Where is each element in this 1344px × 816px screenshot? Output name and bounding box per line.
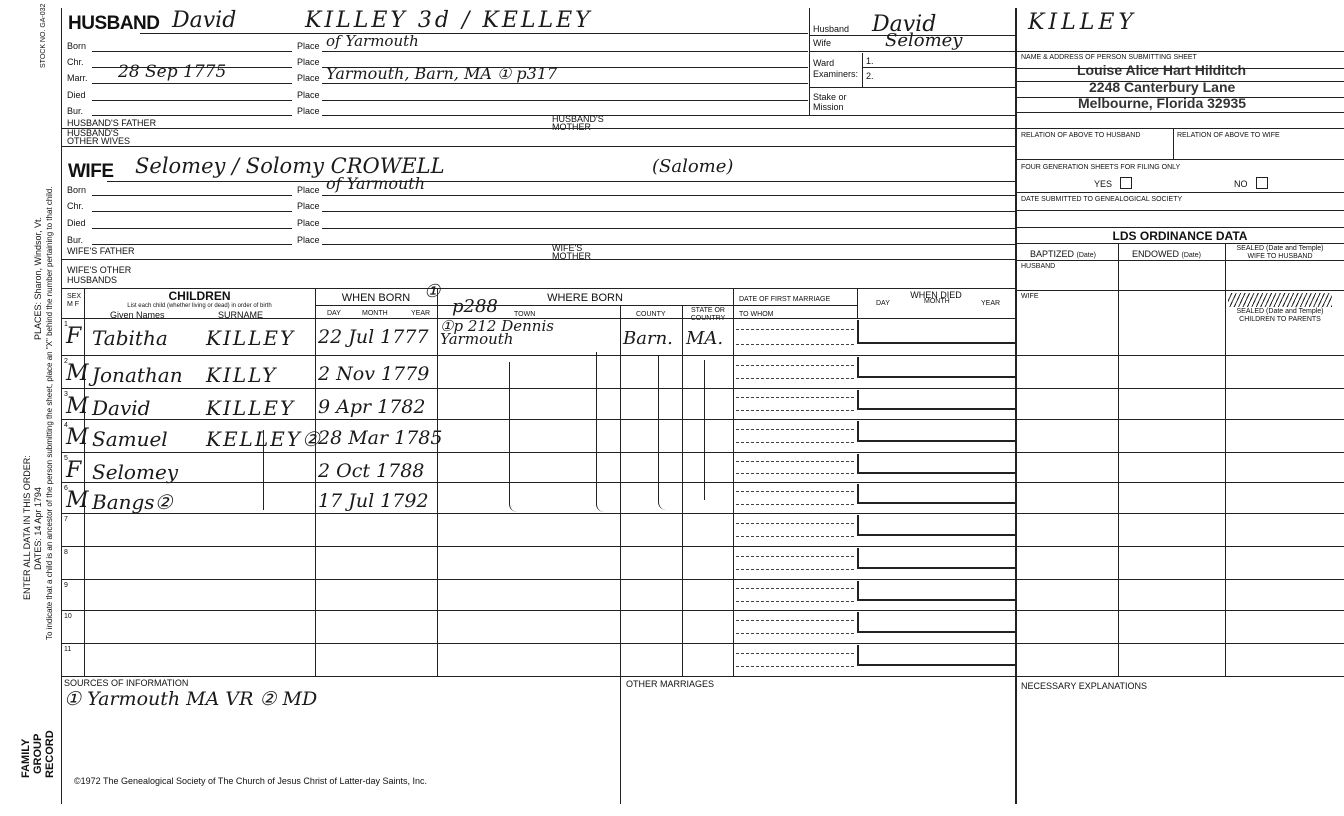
lds-title: LDS ORDINANCE DATA <box>1112 229 1248 243</box>
ref-husband-surname[interactable]: KILLEY <box>1028 10 1137 35</box>
stock-number: STOCK NO. GA-032 <box>40 3 47 68</box>
died-line <box>857 502 1015 504</box>
husband-label: HUSBAND <box>68 13 160 34</box>
marriage-date-line <box>736 620 854 621</box>
child-row-line <box>62 452 1015 453</box>
died-line <box>857 440 1015 442</box>
child-sex[interactable]: M <box>66 425 89 450</box>
marriage-date-line <box>736 491 854 492</box>
husband-marr-place[interactable]: Yarmouth, Barn, MA ① p317 <box>326 64 558 83</box>
child-given-name[interactable]: Jonathan <box>92 363 183 387</box>
died-bracket <box>857 645 859 665</box>
child-given-name[interactable]: Selomey <box>92 460 179 484</box>
form-title-group: GROUP <box>32 733 44 774</box>
child-row-line <box>62 579 1015 580</box>
col-children-label: CHILDREN <box>168 289 231 303</box>
four-gen-no-label: NO <box>1234 179 1248 189</box>
died-line <box>857 567 1015 569</box>
col-month-label: MONTH <box>362 310 388 317</box>
form-title-record: RECORD <box>44 730 56 778</box>
died-bracket <box>857 320 859 342</box>
child-born-date[interactable]: 9 Apr 1782 <box>318 396 426 418</box>
died-bracket <box>857 548 859 568</box>
wife-mother-label: WIFE'S MOTHER <box>552 243 591 261</box>
ward-examiners-label: Ward Examiners: <box>813 58 859 79</box>
lds-row-line <box>1016 482 1344 483</box>
copyright-notice: ©1972 The Genealogical Society of The Church of Jesus Christ of Latter-day Saints, Inc. <box>74 776 427 786</box>
husband-mother-label: HUSBAND'S MOTHER <box>552 114 604 132</box>
marriage-to-whom-line <box>736 378 854 379</box>
other-marriages-label: OTHER MARRIAGES <box>626 679 715 689</box>
col-state-label: STATE OR COUNTRY <box>690 307 726 322</box>
died-line <box>857 599 1015 601</box>
died-bracket <box>857 484 859 503</box>
lds-row-line <box>1016 388 1344 389</box>
lds-sealed-children-label: SEALED (Date and Temple) CHILDREN TO PARENTS <box>1236 308 1324 323</box>
child-surname[interactable]: KILLY <box>206 363 278 387</box>
child-sex[interactable]: F <box>66 324 82 349</box>
child-row-line <box>62 610 1015 611</box>
child-born-date[interactable]: 17 Jul 1792 <box>318 490 429 512</box>
child-row-line <box>62 546 1015 547</box>
child-surname[interactable]: KILLEY <box>206 396 296 420</box>
col-surname-label: SURNAME <box>218 310 264 320</box>
col-day-label: DAY <box>327 310 341 317</box>
dates-order-note: DATES: 14 Apr 1794 <box>33 487 43 570</box>
died-line <box>857 664 1015 666</box>
wife-other-husbands-label: WIFE'S OTHER HUSBANDS <box>67 265 132 285</box>
child-given-name[interactable]: Bangs② <box>92 490 173 514</box>
lds-wife-label: WIFE <box>1021 293 1039 300</box>
ditto-mark <box>658 355 666 510</box>
sources-label: SOURCES OF INFORMATION <box>64 678 189 688</box>
child-number: 10 <box>64 613 72 620</box>
lds-husband-label: HUSBAND <box>1021 263 1056 270</box>
lds-row-line <box>1016 419 1344 420</box>
husband-father-label: HUSBAND'S FATHER <box>67 118 157 128</box>
child-given-name[interactable]: Samuel <box>92 427 168 451</box>
child-sex[interactable]: M <box>66 361 89 386</box>
stake-label: Stake or Mission <box>813 92 847 112</box>
child-born-date[interactable]: 2 Oct 1788 <box>318 460 425 482</box>
marriage-date-line <box>736 329 854 330</box>
marriage-to-whom-line <box>736 504 854 505</box>
child-number: 5 <box>64 455 68 462</box>
lds-row-line <box>1016 355 1344 356</box>
enter-order-note: ENTER ALL DATA IN THIS ORDER: <box>22 455 32 600</box>
died-bracket <box>857 612 859 632</box>
husband-marr-label: Marr. <box>67 73 88 83</box>
child-row-line <box>62 355 1015 356</box>
wife-bur-label: Bur. <box>67 235 84 245</box>
marriage-to-whom-line <box>736 569 854 570</box>
lds-row-line <box>1016 579 1344 580</box>
ditto-mark <box>263 430 271 510</box>
marriage-date-line <box>736 523 854 524</box>
died-bracket <box>857 421 859 441</box>
child-born-date[interactable]: 2 Nov 1779 <box>318 363 430 385</box>
ward-examiner-1[interactable]: 1. <box>866 56 874 66</box>
child-given-name[interactable]: David <box>92 396 151 420</box>
marriage-date-line <box>736 365 854 366</box>
relation-husband-label: RELATION OF ABOVE TO HUSBAND <box>1021 132 1141 139</box>
died-line <box>857 408 1015 410</box>
ward-examiner-2[interactable]: 2. <box>866 71 874 81</box>
wife-alt-name[interactable]: (Salome) <box>652 156 734 177</box>
submitter-street[interactable]: 2248 Canterbury Lane <box>1089 79 1236 95</box>
child-surname[interactable]: KILLEY <box>206 326 296 350</box>
husband-surname[interactable]: KILLEY 3d / KELLEY <box>305 8 593 33</box>
explanations-label: NECESSARY EXPLANATIONS <box>1021 681 1148 691</box>
marriage-to-whom-line <box>736 344 854 345</box>
lds-row-line <box>1016 643 1344 644</box>
sources-value[interactable]: ① Yarmouth MA VR ② MD <box>64 688 318 710</box>
child-sex[interactable]: M <box>66 488 89 513</box>
died-line <box>857 631 1015 633</box>
child-row-line <box>62 643 1015 644</box>
child-number: 11 <box>64 646 72 653</box>
four-gen-no-checkbox[interactable] <box>1256 177 1268 189</box>
child-number: 7 <box>64 516 68 523</box>
ditto-mark <box>509 362 517 512</box>
ref-husband-value[interactable]: David <box>872 12 937 37</box>
child-number: 6 <box>64 485 68 492</box>
lds-row-line <box>1016 452 1344 453</box>
died-bracket <box>857 581 859 600</box>
submitter-city[interactable]: Melbourne, Florida 32935 <box>1078 95 1247 111</box>
wife-father-label: WIFE'S FATHER <box>67 246 135 256</box>
child-surname[interactable]: KELLEY② <box>206 427 322 451</box>
marriage-date-line <box>736 461 854 462</box>
child-number: 4 <box>64 422 68 429</box>
child-number: 2 <box>64 358 68 365</box>
wife-label: WIFE <box>68 161 114 182</box>
marriage-to-whom-line <box>736 410 854 411</box>
ditto-mark <box>704 360 712 500</box>
four-gen-yes-checkbox[interactable] <box>1120 177 1132 189</box>
wife-name[interactable]: Selomey / Solomy CROWELL <box>135 154 445 178</box>
child-sex[interactable]: F <box>66 458 82 483</box>
col-to-whom-label: TO WHOM <box>739 311 774 318</box>
marriage-date-line <box>736 429 854 430</box>
died-bracket <box>857 454 859 472</box>
col-when-born-label: WHEN BORN <box>341 292 411 304</box>
child-number: 9 <box>64 582 68 589</box>
col-town-label: TOWN <box>514 311 536 318</box>
husband-died-label: Died <box>67 90 86 100</box>
husband-marr-date[interactable]: 28 Sep 1775 <box>118 62 227 82</box>
ref-wife-value[interactable]: Selomey <box>885 30 963 51</box>
wife-chr-label: Chr. <box>67 201 84 211</box>
col-when-died-label: WHEN DIED <box>910 290 962 300</box>
lds-row-line <box>1016 610 1344 611</box>
marriage-date-line <box>736 588 854 589</box>
lds-hatched-block <box>1228 293 1332 307</box>
child-sex[interactable]: M <box>66 394 89 419</box>
died-bracket <box>857 357 859 377</box>
died-line <box>857 534 1015 536</box>
col-first-marriage-label: DATE OF FIRST MARRIAGE <box>739 296 831 303</box>
husband-other-wives-label: HUSBAND'S OTHER WIVES <box>67 128 131 146</box>
header-divider <box>809 8 810 115</box>
husband-born-place[interactable]: of Yarmouth <box>326 32 419 50</box>
relation-wife-label: RELATION OF ABOVE TO WIFE <box>1177 132 1280 139</box>
col-children-sub: List each child (whether living or dead) in order of birth <box>127 303 272 309</box>
child-given-name[interactable]: Tabitha <box>92 326 168 350</box>
child-row-line <box>62 419 1015 420</box>
husband-chr-label: Chr. <box>67 57 84 67</box>
died-line <box>857 376 1015 378</box>
died-bracket <box>857 390 859 409</box>
col-given-label: Given Names <box>110 310 165 320</box>
lds-endowed-label: ENDOWED (Date) <box>1132 249 1201 259</box>
lds-row-line <box>1016 546 1344 547</box>
wife-born-label: Born <box>67 185 87 195</box>
lds-sealed-wife-label: SEALED (Date and Temple) WIFE TO HUSBAND <box>1236 245 1324 260</box>
child-row-line <box>62 482 1015 483</box>
wife-died-label: Died <box>67 218 86 228</box>
husband-given-name[interactable]: David <box>172 8 237 33</box>
died-bracket <box>857 515 859 535</box>
ancestor-note: To indicate that a child is an ancestor of the person submitting the sheet, place an "X" behind the number pertaining to that child. <box>45 186 54 640</box>
col-county-label: COUNTY <box>636 311 666 318</box>
died-line <box>857 342 1015 344</box>
ditto-mark <box>596 352 604 512</box>
marriage-to-whom-line <box>736 473 854 474</box>
places-note: PLACES: Sharon, Windsor, Vt. <box>33 216 43 340</box>
form-title-family: FAMILY <box>20 738 32 778</box>
marriage-date-line <box>736 397 854 398</box>
marriage-to-whom-line <box>736 601 854 602</box>
when-born-source-note: ① <box>424 281 441 302</box>
child-row-line <box>62 388 1015 389</box>
col-year-label: YEAR <box>411 310 431 317</box>
ward-divider <box>862 53 863 88</box>
child-number: 3 <box>64 391 68 398</box>
submitter-label: NAME & ADDRESS OF PERSON SUBMITTING SHEET <box>1021 54 1197 61</box>
date-submitted-label: DATE SUBMITTED TO GENEALOGICAL SOCIETY <box>1021 196 1183 203</box>
husband-bur-label: Bur. <box>67 106 84 116</box>
child-number: 1 <box>64 321 68 328</box>
lds-baptized-label: BAPTIZED (Date) <box>1030 249 1096 259</box>
ref-husband-label: Husband <box>813 24 850 34</box>
lds-row-line <box>1016 513 1344 514</box>
marriage-to-whom-line <box>736 666 854 667</box>
died-line <box>857 472 1015 474</box>
submitter-name[interactable]: Louise Alice Hart Hilditch <box>1077 62 1247 78</box>
marriage-date-line <box>736 653 854 654</box>
child-town[interactable]: ①p 212 Dennis Yarmouth <box>440 317 554 348</box>
col-sex-label: SEX M F <box>67 293 82 308</box>
marriage-to-whom-line <box>736 633 854 634</box>
husband-born-label: Born <box>67 41 87 51</box>
ref-wife-label: Wife <box>813 38 831 48</box>
four-gen-label: FOUR GENERATION SHEETS FOR FILING ONLY <box>1021 164 1181 171</box>
child-county[interactable]: Barn. <box>623 328 673 349</box>
marriage-to-whom-line <box>736 536 854 537</box>
wife-born-place[interactable]: of Yarmouth <box>326 174 425 193</box>
marriage-to-whom-line <box>736 442 854 443</box>
marriage-date-line <box>736 556 854 557</box>
col-where-born-label: WHERE BORN <box>547 292 623 304</box>
child-row-line <box>62 513 1015 514</box>
child-born-date[interactable]: 22 Jul 1777 <box>318 326 429 348</box>
child-born-date[interactable]: 28 Mar 1785 <box>318 427 443 449</box>
four-gen-yes-label: YES <box>1094 179 1113 189</box>
town-source-note: p288 <box>452 296 498 317</box>
child-number: 8 <box>64 549 68 556</box>
child-state[interactable]: MA. <box>686 328 724 349</box>
